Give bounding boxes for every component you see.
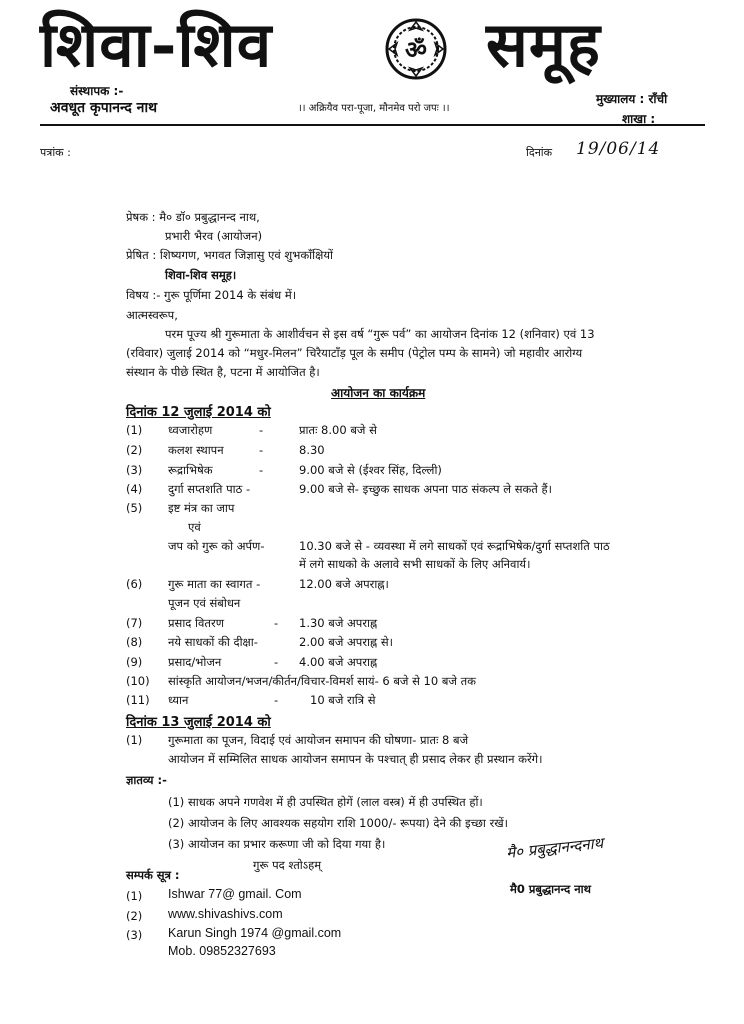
hq-label: मुख्यालय : राँची [596,92,668,106]
item-name: गुरू माता का स्वागत - [168,577,261,591]
subject-line: विषय :- गुरू पूर्णिमा 2014 के संबंध में। [126,288,297,302]
item-dash: - [259,443,264,457]
contact-number: (2) [126,909,143,923]
item-name: सांस्कृति आयोजन/भजन/कीर्तन/विचार-विमर्श सायं- 6 बजे से 10 बजे तक [168,674,476,688]
item-time: 1.30 बजे अपराह्न [299,616,378,630]
item-name: नये साधकों की दीक्षा- [168,635,258,649]
item-number: (4) [126,482,143,496]
note-item: (3) आयोजन का प्रभार करूणा जी को दिया गया है। [168,837,386,851]
item-number: (7) [126,616,143,630]
item-name: कलश स्थापन [168,443,224,457]
item-number: (1) [126,423,143,437]
item-number: (1) [126,733,143,747]
founder-label: संस्थापक :- [70,84,124,98]
item-dash: - [259,463,264,477]
item-time: 9.00 बजे से- इच्छुक साधक अपना पाठ संकल्प ले सकते हैं। [299,482,552,496]
motto: ।। अक्रियैव परा-पूजा, मौनमेव परो जपः ।। [298,103,450,114]
om-mandala-icon [385,18,447,80]
item-number: (11) [126,693,150,707]
day2-line: गुरूमाता का पूजन, विदाई एवं आयोजन समापन की घोषणा- प्रातः 8 बजे [168,733,469,747]
item-name: ध्वजारोहण [168,423,213,437]
item-number: (2) [126,443,143,457]
day1-heading: दिनांक 12 जुलाई 2014 को [126,405,271,420]
program-heading: आयोजन का कार्यक्रम [331,386,426,400]
contact-email: Karun Singh 1974 @gmail.com [168,926,342,940]
item-name: इष्ट मंत्र का जाप [168,501,235,515]
item-dash: - [274,616,279,630]
item-name: पूजन एवं संबोधन [168,596,241,610]
founder-name: अवधूत कृपानन्द नाथ [50,100,158,116]
item-number: (8) [126,635,143,649]
item-time: 9.00 बजे से (ईश्वर सिंह, दिल्ली) [299,463,442,477]
closing-line: गुरू पद श्तोऽहम् [253,858,322,872]
letterhead-divider [40,124,705,126]
item-time: प्रातः 8.00 बजे से [299,423,377,437]
date-value: 19/06/14 [576,139,661,159]
item-number: (5) [126,501,143,515]
signatory-name: मै0 प्रबुद्धानन्द नाथ [510,882,591,896]
item-time: 2.00 बजे अपराह्न से। [299,635,393,649]
item-dash: - [274,693,279,707]
branch-label: शाखा : [622,112,656,126]
item-time: 12.00 बजे अपराह्न। [299,577,389,591]
item-time: 10.30 बजे से - व्यवस्था में लगे साधकों एवं रूद्राभिषेक/दुर्गा सप्तशति पाठ [299,539,610,553]
day2-heading: दिनांक 13 जुलाई 2014 को [126,715,271,730]
svg-text:ॐ: ॐ [405,35,427,64]
body-line: (रविवार) जुलाई 2014 को “मधुर-मिलन” चिरैयाटाँड़ पूल के समीप (पेट्रोल पम्प के सामने) जो महावीर आरोग्य [126,346,583,360]
handwritten-signature: मै० प्रबुद्धानन्दनाथ [505,833,604,863]
date-label: दिनांक [526,146,553,159]
item-time: 10 बजे रात्रि से [310,693,376,707]
notes-heading: ज्ञातव्य :- [126,773,167,787]
day2-line: आयोजन में सम्मिलित साधक आयोजन समापन के पश्चात् ही प्रसाद लेकर ही प्रस्थान करेंगे। [168,752,543,766]
item-name: एवं [188,520,201,534]
item-name: जप को गुरू को अर्पण- [168,539,265,553]
item-number: (6) [126,577,143,591]
item-time: 4.00 बजे अपराह्न [299,655,378,669]
item-dash: - [259,423,264,437]
letterhead-title-left: शिवा-शिव [40,8,273,81]
item-name: प्रसाद/भोजन [168,655,222,669]
letterhead-title-right: समूह [486,8,601,81]
contact-email: Ishwar 77@ gmail. Com [168,887,302,901]
contact-number: (1) [126,889,143,903]
item-time: 8.30 [299,443,325,457]
item-name: प्रसाद वितरण [168,616,225,630]
note-item: (1) साधक अपने गणवेश में ही उपस्थित होगें (लाल वस्त्र) में ही उपस्थित हों। [168,795,483,809]
note-item: (2) आयोजन के लिए आवश्यक सहयोग राशि 1000/- रूपया) देने की इच्छा रखें। [168,816,509,830]
sender-designation: प्रभारी भैरव (आयोजन) [165,229,263,243]
body-line: संस्थान के पीछे स्थित है, पटना में आयोजित है। [126,365,320,379]
organization-name: शिवा-शिव समूह। [165,268,237,282]
reference-label: पत्रांक : [40,146,71,159]
item-number: (10) [126,674,150,688]
contact-website: www.shivashivs.com [168,907,283,921]
contacts-heading: सम्पर्क सूत्र : [126,868,180,882]
item-time: में लगे साधको के अलावे सभी साधकों के लिए अनिवार्य। [299,557,531,571]
recipients-line: प्रेषित : शिष्यगण, भगवत जिज्ञासु एवं शुभकाँक्षियों [126,248,334,262]
item-name: दुर्गा सप्तशति पाठ - [168,482,251,496]
item-name: ध्यान [168,693,189,707]
item-dash: - [274,655,279,669]
contact-mobile: Mob. 09852327693 [168,944,276,958]
sender-line: प्रेषक : मै० डॉ० प्रबुद्धानन्द नाथ, [126,210,260,224]
body-line: परम पूज्य श्री गुरूमाता के आशीर्वचन से इस वर्ष “गुरू पर्व” का आयोजन दिनांक 12 (शनिवार) एवं 13 [165,327,595,341]
contact-number: (3) [126,928,143,942]
item-number: (9) [126,655,143,669]
item-name: रूद्राभिषेक [168,463,213,477]
salutation: आत्मस्वरूप, [126,308,178,322]
item-number: (3) [126,463,143,477]
